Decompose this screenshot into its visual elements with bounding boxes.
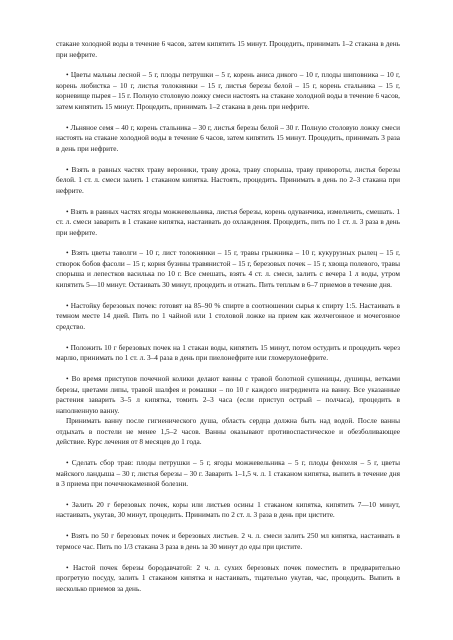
paragraph-recipe-birch-tincture: • Настойку березовых почек: готовят на 85–90 % спирте в соотношении сырья к спирту 1:5. Настаивать в темном месте 14 дней. Пить по 1 чайной или 1 столовой ложке на прием как желчегонное и мочегонное средство. (56, 300, 400, 331)
paragraph-recipe-birch-leaves: • Взять по 50 г березовых почек и березовых листьев. 2 ч. л. смеси залить 250 мл кипятка, настаивать в термосе час. Пить по 1/3 стакана 3 раза в день за 30 минут до еды при цистите. (56, 531, 400, 551)
paragraph-recipe-parsley: • Сделать сбор трав: плоды петрушки – 5 г, ягоды можжевельника – 5 г, плоды фенхеля – 5 г, цветы майского ландыша – 30 г, листья березы – 30 г. Заварить 1–1,5 ч. л. 1 стаканом кипятка, выпить в течение дня в 3 приема при почечнокаменной болезни. (56, 458, 400, 489)
paragraph-bath-instructions: Принимать ванну после гигиенического душа, область сердца должна быть над водой. После ванны отдыхать в постели не менее 1,5–2 часов. Ванны оказывают противоспастическое и обезболивающее действие. Курс лечения от 8 месяцев до 1 года. (56, 416, 400, 447)
paragraph-recipe-veronica: • Взять в равных частях траву вероники, траву дрока, траву спорыша, траву привороты, листья березы белой. 1 ст. л. смеси залить 1 стаканом кипятка. Настоять, процедить. Принимать в день по 2–3 стакана при нефрите. (56, 164, 400, 195)
paragraph-recipe-baths: • Во время приступов почечной колики делают ванны с травой болотной сушеницы, душицы, ветками березы, цветами липы, травой шалфея и ромашки – по 10 г каждого ингредиента на ванну. Все указанные растения заварить 3–5 л кипятка, томить 2–3 часа (если приступ острый – полчаса), процедить в наполненную ванну. (56, 374, 400, 415)
paragraph-recipe-birch-buds: • Положить 10 г березовых почек на 1 стакан воды, кипятить 15 минут, потом остудить и процедить через марлю, принимать по 1 ст. л. 3–4 раза в день при пиелонефрите или гломерулонефрите. (56, 342, 400, 363)
paragraph-recipe-juniper: • Взять в равных частях ягоды можжевельника, листья березы, корень одуванчика, измельчить, смешать. 1 ст. л. смеси заварить в 1 стакане кипятка, настаивать до охлаждения. Процедить, пить по 1 ст. л. 3 раза в день при нефрите. (56, 206, 400, 237)
paragraph-recipe-flaxseed: • Льняное семя – 40 г, корень стальника – 30 г, листья березы белой – 30 г. Полную столовую ложку смеси настоять на стакане холодной воды в течение 6 часов, затем кипятить 15 минут. Процедить, принимать 3 раза в день при нефрите. (56, 122, 400, 153)
paragraph-continuation: стакане холодной воды в течение 6 часов, затем кипятить 15 минут. Процедить, принимать 1–2 стакана в день при нефрите. (56, 39, 400, 59)
paragraph-recipe-mallow: • Цветы мальвы лесной – 5 г, плоды петрушки – 5 г, корень аниса дикого – 10 г, плоды шиповника – 10 г, корень любистка – 10 г, листья толокнянки – 15 г, листья березы белой – 15 г, корень стальника – 15 г, корневище пырея – 15 г. Полную столовую ложку смеси настоять на стакане холодной воды в течение 6 часов, затем кипятить 15 минут. Процедить, принимать 1–2 стакана в день при нефрите. (56, 70, 400, 111)
paragraph-recipe-birch-infusion: • Настой почек березы бородавчатой: 2 ч. л. сухих березовых почек поместить в предварительно прогретую посуду, залить 1 стаканом кипятка и настаивать, тщательно укутав, час, процедить. Выпить в несколько приемов за день. (56, 562, 400, 593)
paragraph-recipe-aspen: • Залить 20 г березовых почек, коры или листьев осины 1 стаканом кипятка, кипятить 7—10 минут, настаивать, укутав, 30 минут, процедить. Принимать по 2 ст. л. 3 раза в день при цистите. (56, 499, 400, 520)
paragraph-recipe-meadowsweet: • Взять цветы таволги – 10 г, лист толокнянки – 15 г, травы грыжника – 10 г, кукурузных рылец – 15 г, створок бобов фасоли – 15 г, корня бузины травянистой – 15 г, березовых почек – 15 г, хвоща полевого, травы спорыша и лепестков василька по 10 г. Все смешать, взять 4 ст. л. смеси, залить с вечера 1 л воды, утром кипятить 5—10 минут. Остаивать 30 минут, процедить и отжать. Пить теплым в 6–7 приемов в течение дня. (56, 248, 400, 289)
